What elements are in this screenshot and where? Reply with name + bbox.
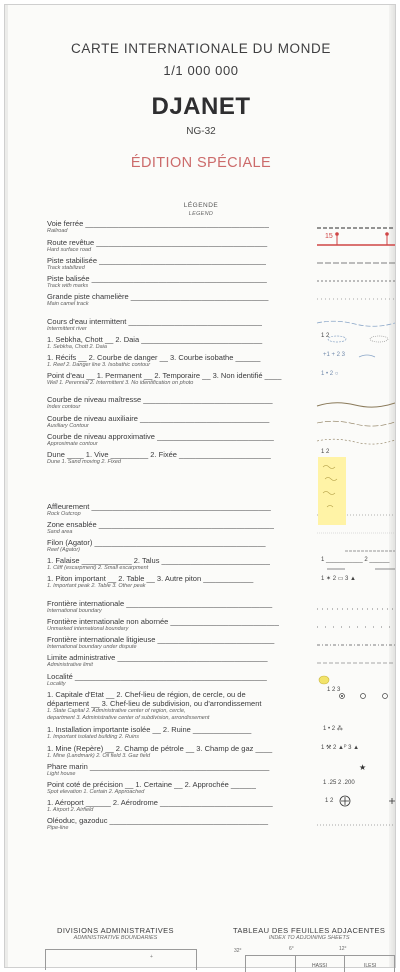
admin-divisions-box bbox=[45, 949, 197, 970]
legend-symbols bbox=[315, 217, 395, 832]
symbol-airport-labels: 1 2 bbox=[325, 798, 334, 804]
adjoining-sheet-ilesi: ILESI bbox=[364, 963, 377, 969]
edition: ÉDITION SPÉCIALE bbox=[130, 155, 272, 171]
legend-item-lighthouse: Phare marin ___________________________________________ Light house bbox=[47, 762, 270, 777]
legend-item-pipeline: Oléoduc, gazoduc ______________________________________ Pipe-line bbox=[47, 816, 269, 831]
legend-item-rock-outcrop: Affleurement ___________________________________________ Rock Outcrop bbox=[47, 502, 271, 517]
symbol-elevation-labels: 1 .25 2 .200 bbox=[323, 780, 355, 786]
symbol-peak-labels: 1 ✶ 2 ▭ 3 ▲ bbox=[321, 576, 356, 582]
legend-title: LÉGENDE bbox=[183, 202, 219, 209]
legend-item-reef: 1. Récifs __ 2. Courbe de danger __ 3. Courbe isobathe ______ 1. Reef 2. Danger line 3. Isobathic contour bbox=[47, 353, 261, 368]
legend-item-peak: 1. Piton important __ 2. Table __ 3. Autre piton ____________ 1. Important peak 2. Table 3. Other peak bbox=[47, 574, 254, 589]
svg-text:★: ★ bbox=[359, 763, 367, 772]
symbol-well-labels: 1 • 2 ○ bbox=[321, 371, 339, 377]
legend-item-airport: 1. Aéroport ______ 2. Aérodrome ___________________________ 1. Airport 2. Airfield bbox=[47, 798, 273, 813]
series-title: CARTE INTERNATIONALE DU MONDE bbox=[71, 41, 331, 56]
legend-item-spot-elevation: Point coté de précision __ 1. Certaine __ 2. Approchée ______ Spot elevation 1. Certain 2. Approached bbox=[47, 780, 256, 795]
symbol-sebkha-labels: 1 2 bbox=[321, 333, 330, 339]
symbol-hard-road-number: 15 bbox=[325, 233, 333, 240]
grid-coord-right: 12° bbox=[339, 946, 347, 952]
sheet-code: NG-32 bbox=[186, 126, 216, 137]
legend-item-disputed-boundary: Frontière internationale litigieuse ____________________________ International boundary under dispute bbox=[47, 635, 275, 650]
legend-item-well: Point d'eau __ 1. Permanent __ 2. Temporaire __ 3. Non identifié ____ Well 1. Perennial 2. Intermittent 3. No identification on photo bbox=[47, 371, 282, 386]
sheet-left-edge bbox=[5, 5, 8, 967]
legend-item-dune: Dune ____ 1. Vive _________ 2. Fixée ______________________ Dune 1. Sand moving 2. Fixed bbox=[47, 450, 271, 465]
legend-item-capitals: 1. Capitale d'Etat __ 2. Chef-lieu de région, de cercle, ou de département __ 3. Chef-lieu de subdivision, ou d'arrondissement 1. State Capital 2. Administrative center of region, cercle, department 3. Administrative center of subdivision, arrondissement bbox=[47, 690, 262, 721]
legend-item-installation: 1. Installation importante isolée __ 2. Ruine ______________ 1. Important isolated building 2. Ruins bbox=[47, 725, 252, 740]
legend-item-stabilized-track: Piste stabilisée ________________________________________ Track stabilized bbox=[47, 256, 266, 271]
symbol-capital-labels: 1 2 3 bbox=[327, 687, 341, 693]
sheet bbox=[4, 4, 396, 968]
symbol-reef-labels: +1 + 2 3 bbox=[323, 352, 346, 358]
legend-item-index-contour: Courbe de niveau maîtresse _______________________________ Index contour bbox=[47, 395, 273, 410]
grid-coord-left: 32° bbox=[234, 948, 242, 954]
legend-item-mine: 1. Mine (Repère) __ 2. Champ de pétrole __ 3. Champ de gaz ____ 1. Mine (Landmark) 2. Oil field 3. Gaz field bbox=[47, 744, 273, 759]
symbol-mine-labels: 1 ⚒ 2 ▲ᴾ 3 ▲ bbox=[321, 745, 360, 751]
legend-item-auxiliary-contour: Courbe de niveau auxiliaire _______________________________ Auxiliary Contour bbox=[47, 414, 270, 429]
legend-item-cliff: 1. Falaise ____________ 2. Talus __________________________ 1. Cliff (escarpment) 2. Small escarpment bbox=[47, 556, 270, 571]
adjoining-sheets-title: TABLEAU DES FEUILLES ADJACENTES INDEX TO ADJOINING SHEETS bbox=[233, 926, 386, 941]
legend-item-approx-contour: Courbe de niveau approximative ____________________________ Approximate contour bbox=[47, 432, 274, 447]
legend-item-sebkha: 1. Sebkha, Chott __ 2. Daia _____________________________ 1. Sebkha, Chott 2. Daia bbox=[47, 335, 263, 350]
legend-item-marked-track: Piste balisée __________________________________________ Track with marks bbox=[47, 274, 267, 289]
legend-subtitle: LEGEND bbox=[188, 211, 214, 217]
admin-divisions-marks: + bbox=[150, 954, 153, 960]
legend-item-river: Cours d'eau intermittent ________________________________ Intermittent river bbox=[47, 317, 262, 332]
grid-coord-mid: 6° bbox=[289, 946, 294, 952]
symbol-installation-labels: 1 • 2 ⁂ bbox=[323, 726, 343, 732]
legend-item-hard-road: Route revêtue _________________________________________ Hard surface road bbox=[47, 238, 268, 253]
sheet-name: DJANET bbox=[151, 93, 251, 120]
legend-item-intl-boundary: Frontière internationale ___________________________________ International boundary bbox=[47, 599, 273, 614]
adjoining-sheet-hassi: HASSI bbox=[312, 963, 328, 969]
legend-item-admin-limit: Limite administrative ____________________________________ Administrative limit bbox=[47, 653, 268, 668]
legend-item-camel-track: Grande piste chamelière _________________________________ Main camel track bbox=[47, 292, 269, 307]
symbol-cliff-labels: 1 ___________ 2 ______ bbox=[321, 557, 390, 563]
legend-item-locality: Localité ______________________________________________ Locality bbox=[47, 672, 267, 687]
symbol-dune-labels: 1 2 bbox=[321, 449, 330, 455]
adjoining-sheets-grid bbox=[245, 955, 395, 972]
legend-item-railroad: Voie ferrée ____________________________________________ Railroad bbox=[47, 219, 269, 234]
scale: 1/1 000 000 bbox=[163, 63, 239, 78]
legend-item-unmarked-boundary: Frontière internationale non abornée __________________________ Unmarked international boundary bbox=[47, 617, 279, 632]
legend-item-sand-area: Zone ensablée __________________________________________ Sand area bbox=[47, 520, 274, 535]
admin-divisions-title: DIVISIONS ADMINISTRATIVES ADMINISTRATIVE BOUNDARIES bbox=[57, 926, 174, 941]
legend-item-reef-agator: Filon (Agator) _________________________________________ Reef (Agator) bbox=[47, 538, 266, 553]
